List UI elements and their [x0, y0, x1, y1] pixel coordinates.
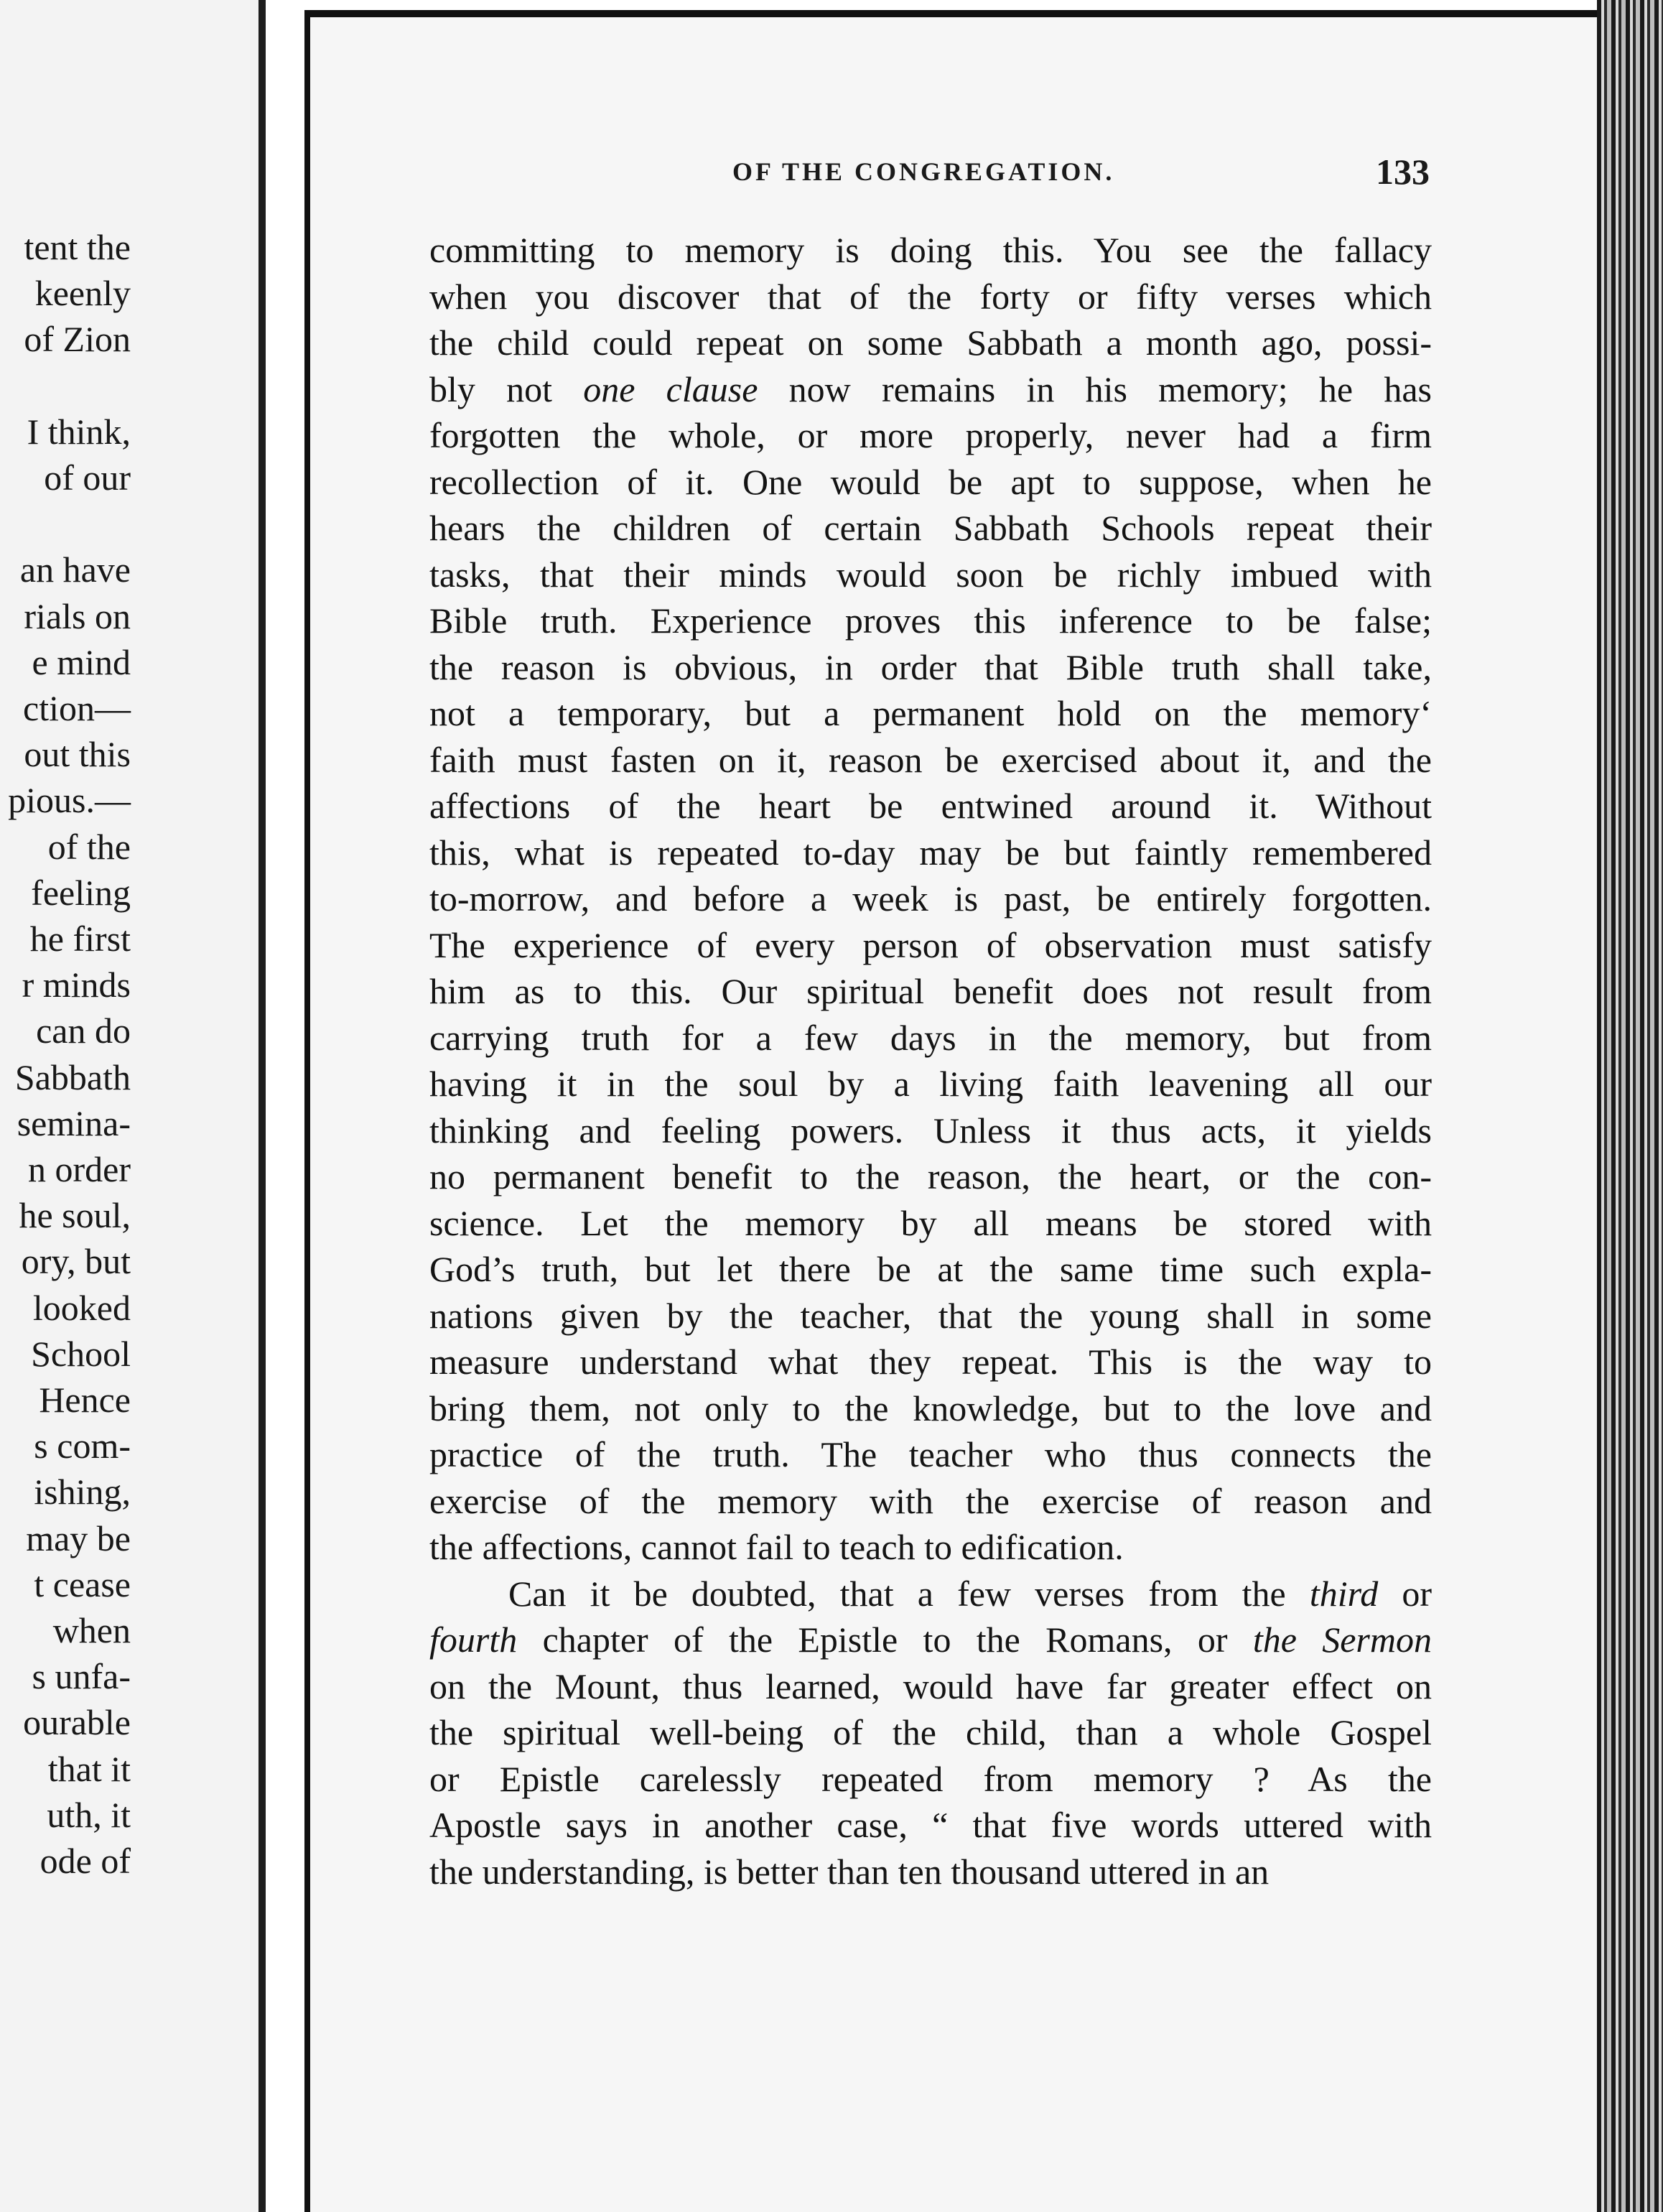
left-page-line: out this: [24, 734, 131, 775]
left-page-line: of the: [47, 826, 131, 867]
text-line: fourth chapter of the Epistle to the Romans, or the Sermon: [429, 1620, 1432, 1660]
text-line: Apostle says in another case, “ that five words uttered with: [429, 1805, 1432, 1845]
text-line: God’s truth, but let there be at the same time such expla-: [429, 1249, 1432, 1289]
text-line: recollection of it. One would be apt to suppose, when he: [429, 461, 1432, 502]
left-page-line: when: [52, 1610, 131, 1650]
text-line: thinking and feeling powers. Unless it thus acts, it yields: [429, 1110, 1432, 1151]
text-line: to-morrow, and before a week is past, be entirely forgotten.: [429, 878, 1432, 919]
left-page-line: e mind: [32, 641, 131, 682]
text-line: the affections, cannot fail to teach to edification.: [429, 1527, 1124, 1567]
left-page-line: ode of: [39, 1841, 131, 1881]
left-page-line: Hence: [39, 1380, 131, 1420]
text-line: tasks, that their minds would soon be richly imbued with: [429, 554, 1432, 595]
left-page-line: an have: [19, 549, 131, 590]
left-page-line: ourable: [23, 1702, 131, 1743]
text-line: The experience of every person of observation must satisfy: [429, 924, 1432, 965]
left-page-line: tent the: [24, 227, 131, 267]
text-line: when you discover that of the forty or fifty verses which: [429, 276, 1432, 317]
left-page-line: n order: [28, 1149, 131, 1189]
page-edges: [1597, 0, 1663, 2212]
left-page-line: that it: [47, 1748, 131, 1789]
text-line: the understanding, is better than ten thousand uttered in an: [429, 1851, 1270, 1892]
page-number: 133: [1376, 152, 1430, 192]
body-text: [429, 227, 1432, 1895]
left-page-line: semina-: [17, 1102, 131, 1143]
text-line: faith must fasten on it, reason be exercised about it, and the: [429, 739, 1432, 780]
left-page-line: he first: [29, 919, 131, 959]
left-page-line: feeling: [31, 872, 131, 913]
text-line: bly not one clause now remains in his memory; he has: [429, 368, 1432, 409]
left-page-line: of Zion: [24, 319, 131, 360]
text-line: him as to this. Our spiritual benefit does not result from: [429, 971, 1432, 1011]
text-line: this, what is repeated to-day may be but faintly remembered: [429, 832, 1432, 873]
text-line: Can it be doubted, that a few verses from the third or: [508, 1573, 1432, 1614]
text-line: carrying truth for a few days in the memory, but from: [429, 1017, 1432, 1058]
left-page-line: ction—: [23, 688, 131, 728]
left-page-line: s unfa-: [32, 1656, 131, 1697]
left-page-fragment: [0, 0, 266, 2212]
text-line: affections of the heart be entwined around it. Without: [429, 786, 1432, 826]
left-page-line: keenly: [34, 273, 131, 314]
left-page-line: r minds: [22, 965, 131, 1005]
running-head: OF THE CONGREGATION.: [732, 157, 1115, 186]
left-page-line: may be: [26, 1518, 131, 1558]
left-page-line: looked: [32, 1287, 131, 1328]
italic-emphasis: fourth: [429, 1620, 518, 1660]
left-page-line: can do: [36, 1010, 131, 1051]
left-page-line: pious.—: [8, 780, 131, 821]
text-line: practice of the truth. The teacher who thus connects the: [429, 1434, 1432, 1474]
text-line: measure understand what they repeat. This is the way to: [429, 1342, 1432, 1382]
italic-emphasis: one clause: [583, 368, 758, 409]
text-line: Bible truth. Experience proves this inference to be false;: [429, 600, 1432, 641]
text-line: the child could repeat on some Sabbath a month ago, possi-: [429, 322, 1432, 363]
left-page-line: of our: [44, 457, 131, 498]
italic-emphasis: third: [1309, 1573, 1379, 1614]
text-line: hears the children of certain Sabbath Schools repeat their: [429, 508, 1432, 548]
left-page-line: he soul,: [19, 1195, 131, 1236]
left-page-line: School: [31, 1333, 131, 1374]
left-page-line: ishing,: [34, 1472, 131, 1512]
gutter: [266, 0, 304, 2212]
paragraph: [429, 1571, 1432, 1895]
text-line: not a temporary, but a permanent hold on the memory‘: [429, 693, 1432, 733]
text-line: on the Mount, thus learned, would have far greater effect on: [429, 1665, 1432, 1706]
text-line: nations given by the teacher, that the young shall in some: [429, 1295, 1432, 1336]
text-line: having it in the soul by a living faith leavening all our: [429, 1064, 1432, 1104]
text-line: bring them, not only to the knowledge, but to the love and: [429, 1388, 1432, 1428]
italic-emphasis: the Sermon: [1252, 1620, 1432, 1660]
left-page-line: t cease: [34, 1563, 131, 1604]
page-fold: [258, 0, 266, 2212]
text-line: exercise of the memory with the exercise of reason and: [429, 1480, 1432, 1521]
text-line: the reason is obvious, in order that Bible truth shall take,: [429, 646, 1432, 687]
left-page-line: rials on: [24, 595, 131, 636]
left-page-line: ory, but: [21, 1241, 131, 1282]
left-page-line: s com-: [34, 1426, 131, 1467]
text-line: forgotten the whole, or more properly, never had a firm: [429, 415, 1432, 455]
paragraph: [429, 227, 1432, 1571]
text-line: the spiritual well-being of the child, than a whole Gospel: [429, 1712, 1432, 1752]
text-line: no permanent benefit to the reason, the heart, or the con-: [429, 1156, 1432, 1196]
left-page-line: I think,: [27, 411, 131, 452]
left-page-line: Sabbath: [14, 1056, 131, 1097]
text-line: or Epistle carelessly repeated from memory ? As the: [429, 1758, 1432, 1799]
left-page-line: uth, it: [47, 1794, 131, 1835]
text-line: committing to memory is doing this. You see the fallacy: [429, 230, 1432, 270]
text-line: science. Let the memory by all means be stored with: [429, 1202, 1432, 1243]
